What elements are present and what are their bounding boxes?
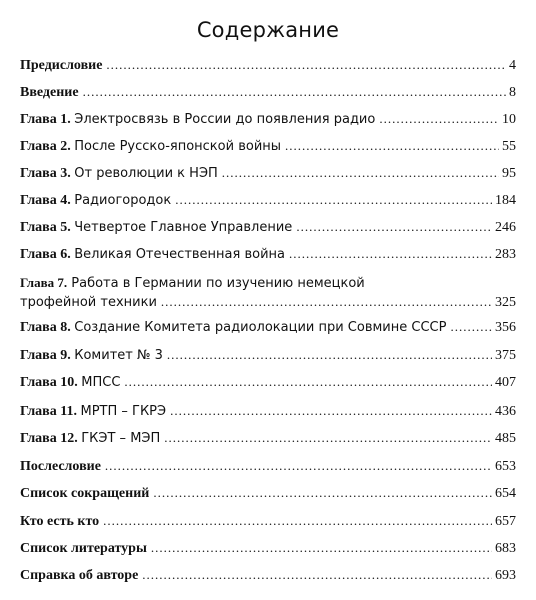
toc-label: Глава 9. <box>20 348 71 363</box>
dot-leader <box>379 110 499 128</box>
toc-entry-chapter-12[interactable] <box>20 429 516 448</box>
toc-page-number: 246 <box>495 220 516 235</box>
toc-label: Глава 8. <box>20 320 71 335</box>
toc-entry-chapter-2[interactable] <box>20 137 516 156</box>
toc-label: Введение <box>20 85 79 100</box>
dot-leader <box>170 402 492 420</box>
toc-label: Справка об авторе <box>20 568 139 583</box>
dot-leader <box>167 346 492 364</box>
dot-leader <box>106 56 506 74</box>
toc-title: МПСС <box>81 375 121 390</box>
toc-entry-preface[interactable] <box>20 56 516 75</box>
dot-leader <box>164 429 492 447</box>
toc-page-number: 95 <box>502 166 516 181</box>
dot-leader <box>289 245 492 263</box>
dot-leader <box>153 484 492 502</box>
toc-title: Радиогородок <box>74 193 172 208</box>
toc-entry-bibliography[interactable] <box>20 539 516 558</box>
page-title: Содержание <box>196 18 340 42</box>
toc-label: Послесловие <box>20 459 101 474</box>
dot-leader <box>450 318 492 336</box>
toc-page-number: 184 <box>495 193 516 208</box>
toc-label: Глава 5. <box>20 220 71 235</box>
toc-entry-afterword[interactable] <box>20 457 516 476</box>
toc-title: Электросвязь в России до появления радио <box>74 112 376 127</box>
toc-title: Создание Комитета радиолокации при Совмине СССР <box>74 320 447 335</box>
toc-label: Глава 12. <box>20 431 78 446</box>
toc-page-number: 683 <box>495 541 516 556</box>
toc-page-number: 485 <box>495 431 516 446</box>
toc-label: Глава 2. <box>20 139 71 154</box>
toc-page-number: 407 <box>495 375 516 390</box>
toc-entry-chapter-5[interactable] <box>20 218 516 237</box>
dot-leader <box>161 293 492 311</box>
toc-title-line-1: Работа в Германии по изучению немецкой <box>71 276 365 291</box>
toc-label: Глава 3. <box>20 166 71 181</box>
toc-page-number: 283 <box>495 247 516 262</box>
toc-entry-chapter-3[interactable] <box>20 164 516 183</box>
toc-title: трофейной техники <box>20 295 157 310</box>
toc-title: Великая Отечественная война <box>74 247 286 262</box>
toc-page-number: 55 <box>502 139 516 154</box>
toc-page-number: 8 <box>509 85 516 100</box>
toc-entry-chapter-6[interactable] <box>20 245 516 264</box>
dot-leader <box>151 539 492 557</box>
dot-leader <box>222 164 499 182</box>
dot-leader <box>83 83 506 101</box>
toc-entry-chapter-10[interactable] <box>20 373 516 392</box>
toc-entry-chapter-11[interactable] <box>20 402 516 421</box>
toc-title: МРТП – ГКРЭ <box>80 404 167 419</box>
dot-leader <box>175 191 492 209</box>
toc-title: От революции к НЭП <box>74 166 218 181</box>
toc-label: Список литературы <box>20 541 147 556</box>
dot-leader <box>105 457 492 475</box>
toc-entry-chapter-9[interactable] <box>20 346 516 365</box>
toc-page-number: 657 <box>495 514 516 529</box>
toc-entry-about-author[interactable] <box>20 566 516 585</box>
toc-page-number: 10 <box>502 112 516 127</box>
toc-label: Кто есть кто <box>20 514 100 529</box>
toc-entry-chapter-1[interactable] <box>20 110 516 129</box>
toc-label: Глава 6. <box>20 247 71 262</box>
toc-page-number: 356 <box>495 320 516 335</box>
toc-page-number: 436 <box>495 404 516 419</box>
dot-leader <box>103 512 492 530</box>
toc-entry-who-is-who[interactable] <box>20 512 516 531</box>
toc-entry-chapter-8[interactable] <box>20 318 516 337</box>
toc-label: Глава 4. <box>20 193 71 208</box>
toc-page-number: 693 <box>495 568 516 583</box>
dot-leader <box>124 373 492 391</box>
toc-page-number: 4 <box>509 58 516 73</box>
toc-page-number: 654 <box>495 486 516 501</box>
toc-label: Глава 1. <box>20 112 71 127</box>
toc-entry-abbreviations[interactable] <box>20 484 516 503</box>
dot-leader <box>296 218 492 236</box>
dot-leader <box>285 137 499 155</box>
toc-page-number: 653 <box>495 459 516 474</box>
dot-leader <box>142 566 492 584</box>
toc-entry-introduction[interactable] <box>20 83 516 102</box>
toc-title: Четвертое Главное Управление <box>74 220 293 235</box>
toc-title: ГКЭТ – МЭП <box>81 431 161 446</box>
toc-label: Предисловие <box>20 58 103 73</box>
toc-entry-chapter-4[interactable] <box>20 191 516 210</box>
toc-page-number: 325 <box>495 295 516 310</box>
toc-page-number: 375 <box>495 348 516 363</box>
toc-label: Список сокращений <box>20 486 150 501</box>
toc-label: Глава 11. <box>20 404 77 419</box>
toc-title: После Русско-японской войны <box>74 139 282 154</box>
toc-label: Глава 7. <box>20 275 68 290</box>
toc-label: Глава 10. <box>20 375 78 390</box>
toc-entry-chapter-7[interactable] <box>20 274 516 312</box>
toc-title: Комитет № 3 <box>74 348 163 363</box>
